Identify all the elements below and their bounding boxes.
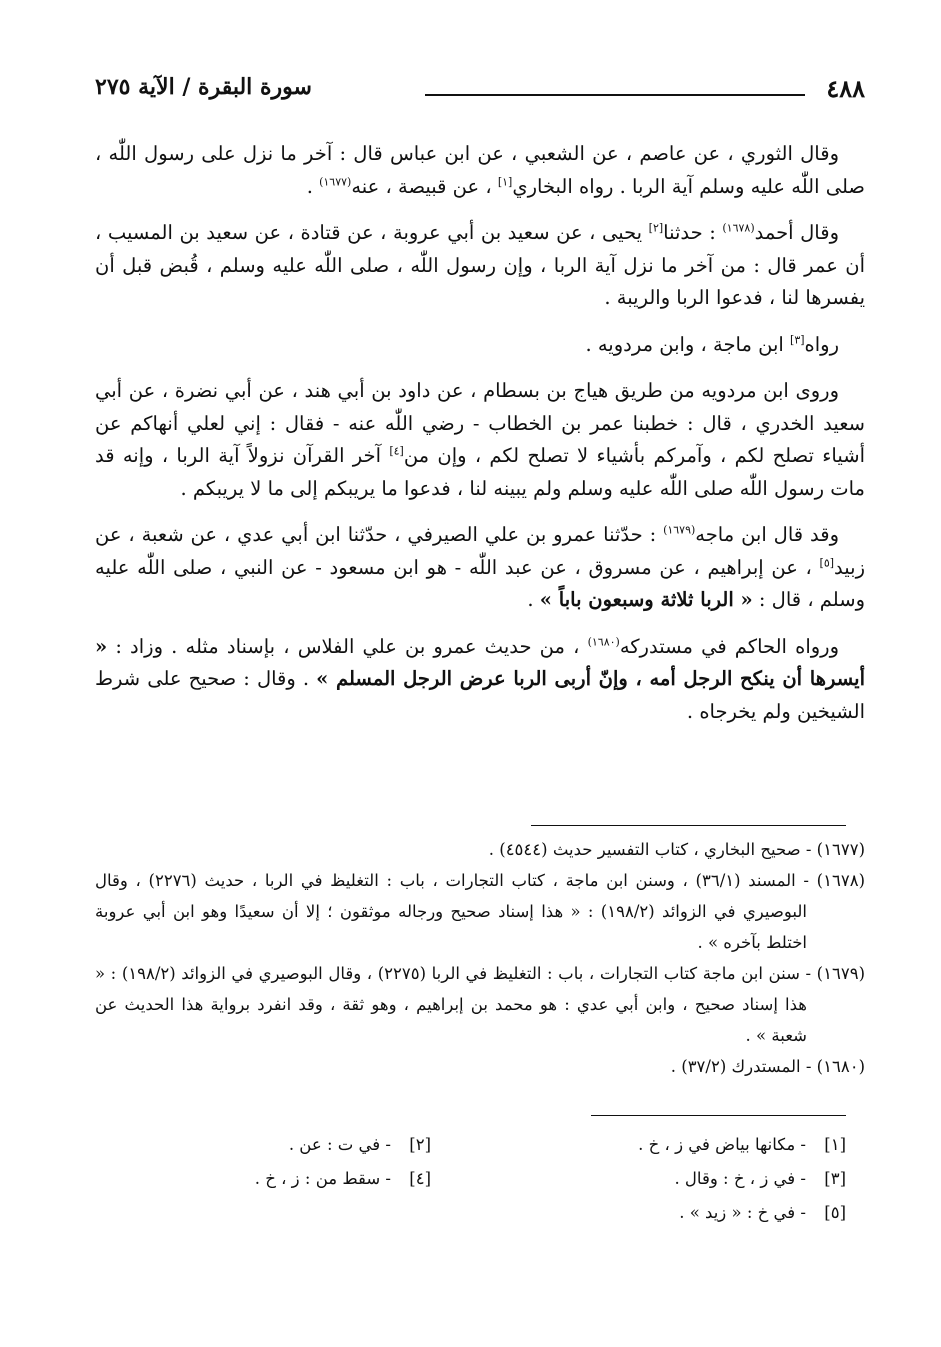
paragraph-6 <box>95 631 865 729</box>
variant-mark: [٤] <box>409 1169 431 1188</box>
text: وقال أحمد <box>754 221 839 244</box>
footnote: (١٦٧٩) - سنن ابن ماجة كتاب التجارات ، باب : التغليظ في الربا (٢٢٧٥) ، وقال البوصيري في الزوائد (١٩٨/٢) : « هذا إسناد صحيح ، وابن أبي عدي : هو محمد بن إبراهيم ، وهو ثقة ، وقد انفرد برواية هذا الحديث عن شعبة » . <box>95 964 865 1045</box>
footnote: (١٦٨٠) - المستدرك (٣٧/٢) . <box>670 1057 865 1076</box>
footnote: (١٦٧٧) - صحيح البخاري ، كتاب التفسير حديث (٤٥٤٤) . <box>488 840 865 859</box>
variant-note <box>496 1196 846 1230</box>
variant-text: - في خ : « زيد » . <box>679 1203 806 1222</box>
variant-ref: [٢] <box>648 221 664 235</box>
text: رواه <box>804 332 839 356</box>
variant-note <box>496 1128 846 1162</box>
paragraph-4 <box>95 375 865 505</box>
variant-ref: [٥] <box>819 556 835 569</box>
variant-text: - في ز ، خ : وقال . <box>674 1169 806 1188</box>
variant-separator <box>591 1115 846 1116</box>
variant-ref: [٤] <box>389 444 404 458</box>
variant-mark: [٥] <box>824 1203 846 1222</box>
variant-text: - مكانها بياض في ز ، خ . <box>638 1135 806 1154</box>
text: . <box>306 174 320 198</box>
footnote: (١٦٧٨) - المسند (٣٦/١) ، وسنن ابن ماجة ، كتاب التجارات ، باب : التغليظ في الربا ، حديث (٢٢٧٦) ، وقال البوصيري في الزوائد (١٩٨/٢) : « هذا إسناد صحيح ورجاله موثقون ؛ إلا أن سعيدًا وهو ابن أبي عروبة اختلط بآخره » . <box>95 871 865 952</box>
text: يحيى ، عن سعيد بن أبي عروبة ، عن قتادة ، عن سعيد بن المسيب ، أن عمر قال : من آخر ما نزل آية الربا ، وإن رسول اللّٰه ، صلى اللّٰه عليه وسلم ، قُبض قبل أن يفسرها لنا ، فدعوا الربا والريبة . <box>95 221 865 309</box>
text: وقد قال ابن ماجه <box>695 523 839 546</box>
paragraph-3 <box>95 329 865 362</box>
text: آخر القرآن نزولاً آية الربا ، وإنه قد مات رسول اللّٰه صلى اللّٰه عليه وسلم ولم يبينه لنا ، فدعوا ما يريبكم إلى ما لا يريبكم . <box>95 444 865 500</box>
text: . وقال : صحيح على شرط الشيخين ولم يخرجاه . <box>95 667 865 723</box>
text: . <box>527 588 540 611</box>
header-rule <box>425 94 805 96</box>
footnote-ref: (١٦٧٩) <box>663 523 696 537</box>
footnote-ref: (١٦٨٠) <box>587 635 620 648</box>
text: : حدّثنا عمرو بن علي الصيرفي ، حدّثنا ابن أبي عدي ، عن شعبة ، عن زبيد <box>95 523 865 579</box>
variant-note <box>131 1128 431 1162</box>
variant-ref: [٣] <box>790 333 805 346</box>
main-text <box>95 138 865 742</box>
hadith-quote: « الربا ثلاثة وسبعون باباً » <box>539 588 753 611</box>
variant-mark: [٢] <box>409 1135 431 1154</box>
text: ، عن قبيصة ، عنه <box>351 174 498 198</box>
variant-ref: [١] <box>497 175 513 188</box>
variant-notes-right <box>496 1128 846 1230</box>
hadith-quote: « أيسرها أن ينكح الرجل أمه ، وإنّ أربى الربا عرض الرجل المسلم » <box>95 634 865 690</box>
text: : حدثنا <box>663 221 723 244</box>
variant-mark: [١] <box>824 1135 846 1154</box>
paragraph-1 <box>95 138 865 203</box>
variant-text: - في ت : عن . <box>288 1135 391 1154</box>
variant-note <box>496 1162 846 1196</box>
footnote-ref: (١٦٧٨) <box>722 221 755 235</box>
variant-text: - سقط من : ز ، خ . <box>254 1169 391 1188</box>
surah-title: سورة البقرة / الآية ٢٧٥ <box>95 74 312 100</box>
text: ، من حديث عمرو بن علي الفلاس ، بإسناد مثله . وزاد : <box>107 634 588 658</box>
text: ورواه الحاكم في مستدركه <box>619 634 839 658</box>
page-header <box>95 70 865 110</box>
variant-mark: [٣] <box>824 1169 846 1188</box>
footnote-separator <box>531 825 846 826</box>
paragraph-5 <box>95 519 865 617</box>
variant-note <box>131 1162 431 1196</box>
footnote-ref: (١٦٧٧) <box>319 175 352 188</box>
paragraph-2 <box>95 217 865 315</box>
text: وروى ابن مردويه من طريق هياج بن بسطام ، عن داود بن أبي هند ، عن أبي نضرة ، عن أبي سعيد الخدري ، قال : خطبنا عمر بن الخطاب - رضي اللّٰه عنه - فقال : إني لعلي أنهاكم عن أشياء تصلح لكم ، وآمركم بأشياء لا تصلح لكم ، وإن من <box>95 379 865 467</box>
text: ابن ماجة ، وابن مردويه . <box>585 332 791 356</box>
footnotes <box>95 834 865 1082</box>
text: ، عن إبراهيم ، عن مسروق ، عن عبد اللّٰه - هو ابن مسعود - عن النبي ، صلى اللّٰه عليه وسلم ، قال : <box>95 555 865 611</box>
text: وقال الثوري ، عن عاصم ، عن الشعبي ، عن ابن عباس قال : آخر ما نزل على رسول اللّٰه ، صلى اللّٰه عليه وسلم آية الربا . رواه البخاري <box>95 142 865 198</box>
variant-notes-left <box>131 1128 431 1196</box>
page-number: ٤٨٨ <box>826 74 865 103</box>
